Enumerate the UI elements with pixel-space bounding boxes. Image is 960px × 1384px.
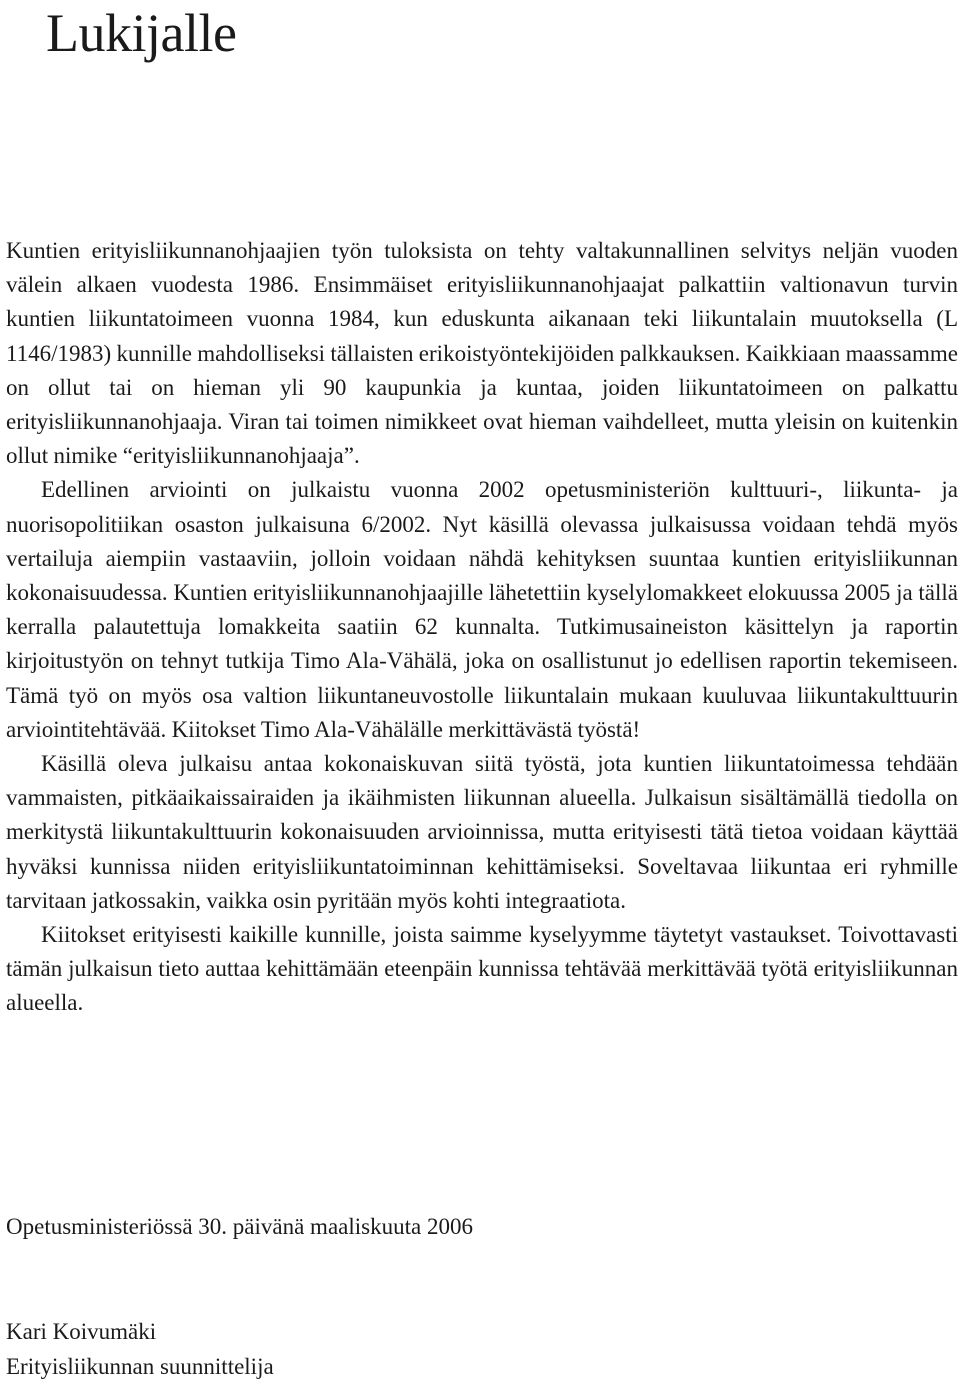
date-line: Opetusministeriössä 30. päivänä maaliskuuta 2006 [6, 1214, 473, 1239]
paragraph-3: Käsillä oleva julkaisu antaa kokonaiskuvan siitä työstä, jota kuntien liikuntatoimessa tehdään vammaisten, pitkäaikaissairaiden ja ikäihmisten liikunnan alueella. Julkaisun sisältämällä tiedolla on merkitystä liikuntakulttuurin kokonaisuuden arvioinnissa, mutta erityisesti tätä tietoa voidaan käyttää hyväksi kunnissa niiden erityisliikuntatoiminnan kehittämiseksi. Soveltavaa liikuntaa eri ryhmille tarvitaan jatkossakin, vaikka osin pyritään myös kohti integraatiota. [6, 751, 958, 913]
signature-block [6, 1314, 274, 1384]
paragraph-4: Kiitokset erityisesti kaikille kunnille, joista saimme kyselyymme täytetyt vastaukset. Toivottavasti tämän julkaisun tieto auttaa kehittämään eteenpäin kunnissa tehtävää merkittävää työtä erityisliikunnan alueella. [6, 922, 958, 1016]
page-title: Lukijalle [46, 3, 237, 63]
signer-name: Kari Koivumäki [6, 1319, 157, 1344]
paragraph-2: Edellinen arviointi on julkaistu vuonna 2002 opetusministeriön kulttuuri-, liikunta- ja nuorisopolitiikan osaston julkaisuna 6/2002. Nyt käsillä olevassa julkaisussa voidaan tehdä myös vertailuja aiempiin vastaaviin, jolloin voidaan nähdä kehityksen suuntaa kuntien erityisliikunnan kokonaisuudessa. Kuntien erityisliikunnanohjaajille lähetettiin kyselylomakkeet elokuussa 2005 ja tällä kerralla palautettuja lomakkeita saatiin 62 kunnalta. Tutkimusaineiston käsittelyn ja raportin kirjoitustyön on tehnyt tutkija Timo Ala-Vähälä, joka on osallistunut jo edellisen raportin tekemiseen. Tämä työ on myös osa valtion liikuntaneuvostolle liikuntalain mukaan kuuluvaa liikuntakulttuurin arviointitehtävää. Kiitokset Timo Ala-Vähälälle merkittävästä työstä! [6, 477, 958, 742]
body-text [6, 234, 958, 1021]
paragraph-1: Kuntien erityisliikunnanohjaajien työn tuloksista on tehty valtakunnallinen selvitys neljän vuoden välein alkaen vuodesta 1986. Ensimmäiset erityisliikunnanohjaajat palkattiin valtionavun turvin kuntien liikuntatoimeen vuonna 1984, kun eduskunta aikanaan teki liikuntalain muutoksella (L 1146/1983) kunnille mahdolliseksi tällaisten erikoistyöntekijöiden palkkauksen. Kaikkiaan maassamme on ollut tai on hieman yli 90 kaupunkia ja kuntaa, joiden liikuntatoimeen on palkattu erityisliikunnanohjaaja. Viran tai toimen nimikkeet ovat hieman vaihdelleet, mutta yleisin on kuitenkin ollut nimike “erityisliikunnanohjaaja”. [6, 238, 958, 469]
signer-role: Erityisliikunnan suunnittelija [6, 1354, 274, 1379]
